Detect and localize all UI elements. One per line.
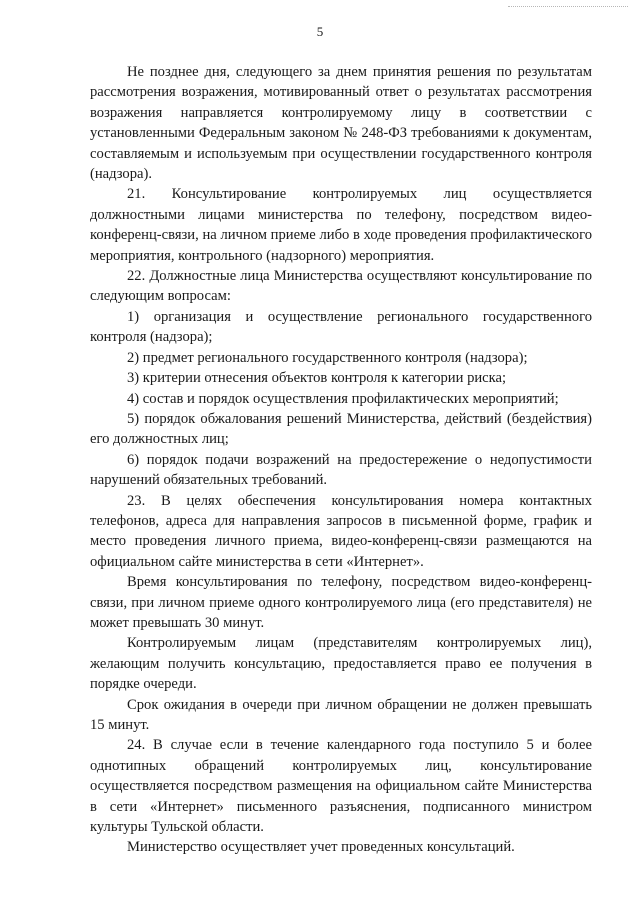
paragraph-objection-response: Не позднее дня, следующего за днем принятия решения по результатам рассмотрения возражения, мотивированный ответ о результатах рассмотрения возражения направляется контролируемому лицу в соответствии с установленными Федеральным законом № 248-ФЗ требованиями к документам, составляемым и используемым при осуществлении государственного контроля (надзора). bbox=[90, 64, 592, 183]
page-number: 5 bbox=[316, 24, 324, 39]
paragraph-23-contacts: 23. В целях обеспечения консультирования номера контактных телефонов, адреса для направления запросов в письменной форме, график и место проведения личного приема, видео-конференц-связи размещаются на официальном сайте министерства в сети «Интернет». bbox=[90, 492, 592, 570]
scan-artifact bbox=[508, 6, 628, 11]
paragraph-22-topics: 22. Должностные лица Министерства осуществляют консультирование по следующим вопросам: bbox=[90, 268, 592, 305]
paragraph-queue-wait: Срок ожидания в очереди при личном обращении не должен превышать 15 минут. bbox=[90, 696, 592, 733]
document-body bbox=[90, 62, 592, 858]
paragraph-consult-record: Министерство осуществляет учет проведенных консультаций. bbox=[127, 839, 515, 856]
paragraph-24-written-clarification: 24. В случае если в течение календарного года поступило 5 и более однотипных обращений контролируемых лиц, консультирование осуществляется посредством размещения на официальном сайте Министерства в сети «Интернет» письменного разъяснения, подписанного министром культуры Тульской области. bbox=[90, 737, 592, 836]
list-item-topic-1: 1) организация и осуществление регионального государственного контроля (надзора); bbox=[90, 308, 592, 346]
paragraph-21-consulting: 21. Консультирование контролируемых лиц осуществляется должностными лицами министерства по телефону, посредством видео-конференц-связи, на личном приеме либо в ходе проведения профилактического мероприятия, контрольного (надзорного) мероприятия. bbox=[90, 186, 592, 264]
list-item-topic-4: 4) состав и порядок осуществления профилактических мероприятий; bbox=[127, 390, 559, 407]
paragraph-queue-right: Контролируемым лицам (представителям контролируемых лиц), желающим получить консультацию, предоставляется право ее получения в порядке очереди. bbox=[90, 635, 592, 693]
paragraph-consult-duration: Время консультирования по телефону, посредством видео-конференц-связи, при личном приеме одного контролируемого лица (его представителя) не может превышать 30 минут. bbox=[90, 574, 592, 631]
list-item-topic-5: 5) порядок обжалования решений Министерства, действий (бездействия) его должностных лиц; bbox=[90, 410, 592, 448]
list-item-topic-6: 6) порядок подачи возражений на предостережение о недопустимости нарушений обязательных требований. bbox=[90, 451, 592, 489]
list-item-topic-2: 2) предмет регионального государственного контроля (надзора); bbox=[127, 349, 528, 366]
list-item-topic-3: 3) критерии отнесения объектов контроля к категории риска; bbox=[127, 370, 507, 387]
